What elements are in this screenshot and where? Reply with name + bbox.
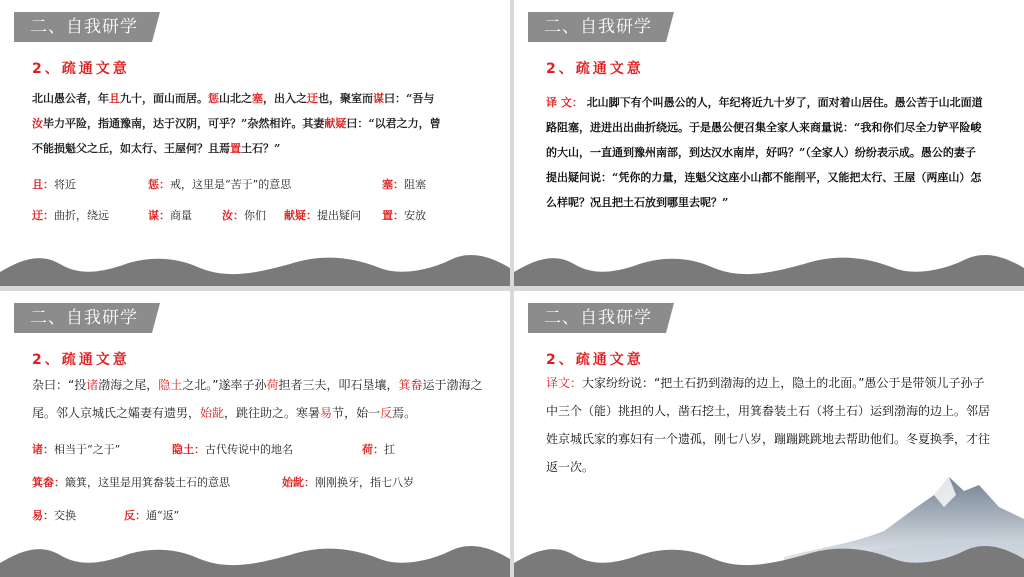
annotation: 谋：商量 (148, 209, 192, 222)
highlighted-term: 置 (230, 142, 241, 155)
passage-text: 毕力平险，指通豫南，达于汉阴，可乎？”杂然相许。其妻 (43, 117, 325, 130)
highlighted-term: 塞 (252, 92, 263, 105)
passage-text: 曰：“以君之力，曾不能损魁父之丘，如太行、王屋何？且焉 (32, 117, 441, 155)
highlighted-term: 且 (109, 92, 120, 105)
section-title: 二、自我研学 (528, 12, 666, 42)
highlighted-term: 诸 (86, 378, 99, 392)
passage-text: 土石？” (241, 142, 281, 155)
translation-text: 译文：大家纷纷说：“把土石扔到渤海的边上，隐土的北面。”愚公于是带领儿子孙子中三个（能）挑担的人，凿石挖土，用箕畚装土石（将土石）运到渤海的边上。邻居姓京城氏家的寡妇有一个遗孤，刚七八岁，蹦蹦跳跳地去帮助他们。冬夏换季，才往返一次。 (546, 376, 991, 474)
annotation: 隐土：古代传说中的地名 (172, 443, 293, 456)
hills-decoration (0, 533, 510, 577)
hills-decoration (0, 242, 510, 286)
annotation: 易：交换 (32, 509, 76, 522)
annotation: 塞：阻塞 (382, 178, 426, 191)
section-subtitle: 2、疏通文意 (32, 61, 130, 77)
highlighted-term: 汝 (32, 117, 43, 130)
passage-text: 节，始一 (332, 406, 381, 420)
classical-passage (32, 371, 492, 427)
annotation: 献疑：提出疑问 (284, 209, 361, 222)
annotation: 箕畚：簸箕，这里是用箕畚装土石的意思 (32, 476, 230, 489)
highlighted-term: 隐土 (158, 378, 183, 392)
passage-text: 山北之 (219, 92, 252, 105)
passage-text: 北山愚公者，年 (32, 92, 109, 105)
annotation: 迂：曲折，绕远 (32, 209, 109, 222)
passage-text: ，跳往助之。寒暑 (224, 406, 321, 420)
section-subtitle: 2、疏通文意 (32, 352, 130, 368)
highlighted-term: 谋 (373, 92, 384, 105)
passage-text: 之北。”遂率子孙 (182, 378, 267, 392)
annotation: 惩：戒，这里是“苦于”的意思 (148, 178, 292, 191)
highlighted-term: 惩 (208, 92, 219, 105)
section-title: 二、自我研学 (528, 303, 666, 333)
highlighted-term: 献疑 (324, 117, 347, 130)
annotation: 置：安放 (382, 209, 426, 222)
passage-text: 曰：“吾与 (384, 92, 435, 105)
section-subtitle: 2、疏通文意 (546, 352, 644, 368)
annotation: 汝：你们 (222, 209, 266, 222)
annotation: 且：将近 (32, 178, 76, 191)
passage-text: 运于渤海之尾。邻人京城氏之孀妻有遗男， (32, 378, 483, 420)
passage-text: 焉。 (392, 406, 417, 420)
highlighted-term: 始龀 (200, 406, 225, 420)
highlighted-term: 荷 (266, 378, 279, 392)
passage-text: 渤海之尾， (98, 378, 159, 392)
translation-text: 译 文： 北山脚下有个叫愚公的人，年纪将近九十岁了，面对着山居住。愚公苦于山北面道路阻塞，进进出出曲折绕远。于是愚公便召集全家人来商量说：“我和你们尽全力铲平险峻的大山，一直通到豫州南部，到达汉水南岸，好吗？”（全家人）纷纷表示成。愚公的妻子提出疑问说：“凭你的力量，连魁父这座小山都不能削平，又能把太行、王屋（两座山）怎么样呢？况且把土石放到哪里去呢？” (546, 96, 983, 209)
annotation: 荷：扛 (362, 443, 395, 456)
translation-label: 译 文： (546, 96, 583, 109)
highlighted-term: 易 (320, 406, 333, 420)
passage-text: 也，聚室而 (318, 92, 373, 105)
section-title: 二、自我研学 (14, 303, 152, 333)
section-title: 二、自我研学 (14, 12, 152, 42)
annotation: 反：通“返” (124, 509, 180, 522)
classical-passage (32, 86, 442, 161)
passage-text: 杂曰：“投 (32, 378, 87, 392)
highlighted-term: 迂 (307, 92, 318, 105)
hills-decoration (514, 242, 1024, 286)
translation-label: 译文： (546, 376, 583, 390)
slide-4[interactable] (514, 291, 1024, 577)
passage-text: 九十，面山而居。 (120, 92, 208, 105)
slide-1[interactable] (0, 0, 510, 286)
annotation: 诸：相当于“之于” (32, 443, 121, 456)
highlighted-term: 反 (380, 406, 393, 420)
slide-2[interactable] (514, 0, 1024, 286)
section-subtitle: 2、疏通文意 (546, 61, 644, 77)
highlighted-term: 箕畚 (398, 378, 423, 392)
slide-3[interactable] (0, 291, 510, 577)
passage-text: 担者三夫，叩石垦壤， (278, 378, 399, 392)
passage-text: ，出入之 (263, 92, 307, 105)
annotation: 始龀：刚刚换牙，指七八岁 (282, 476, 414, 489)
hills-decoration (514, 533, 1024, 577)
